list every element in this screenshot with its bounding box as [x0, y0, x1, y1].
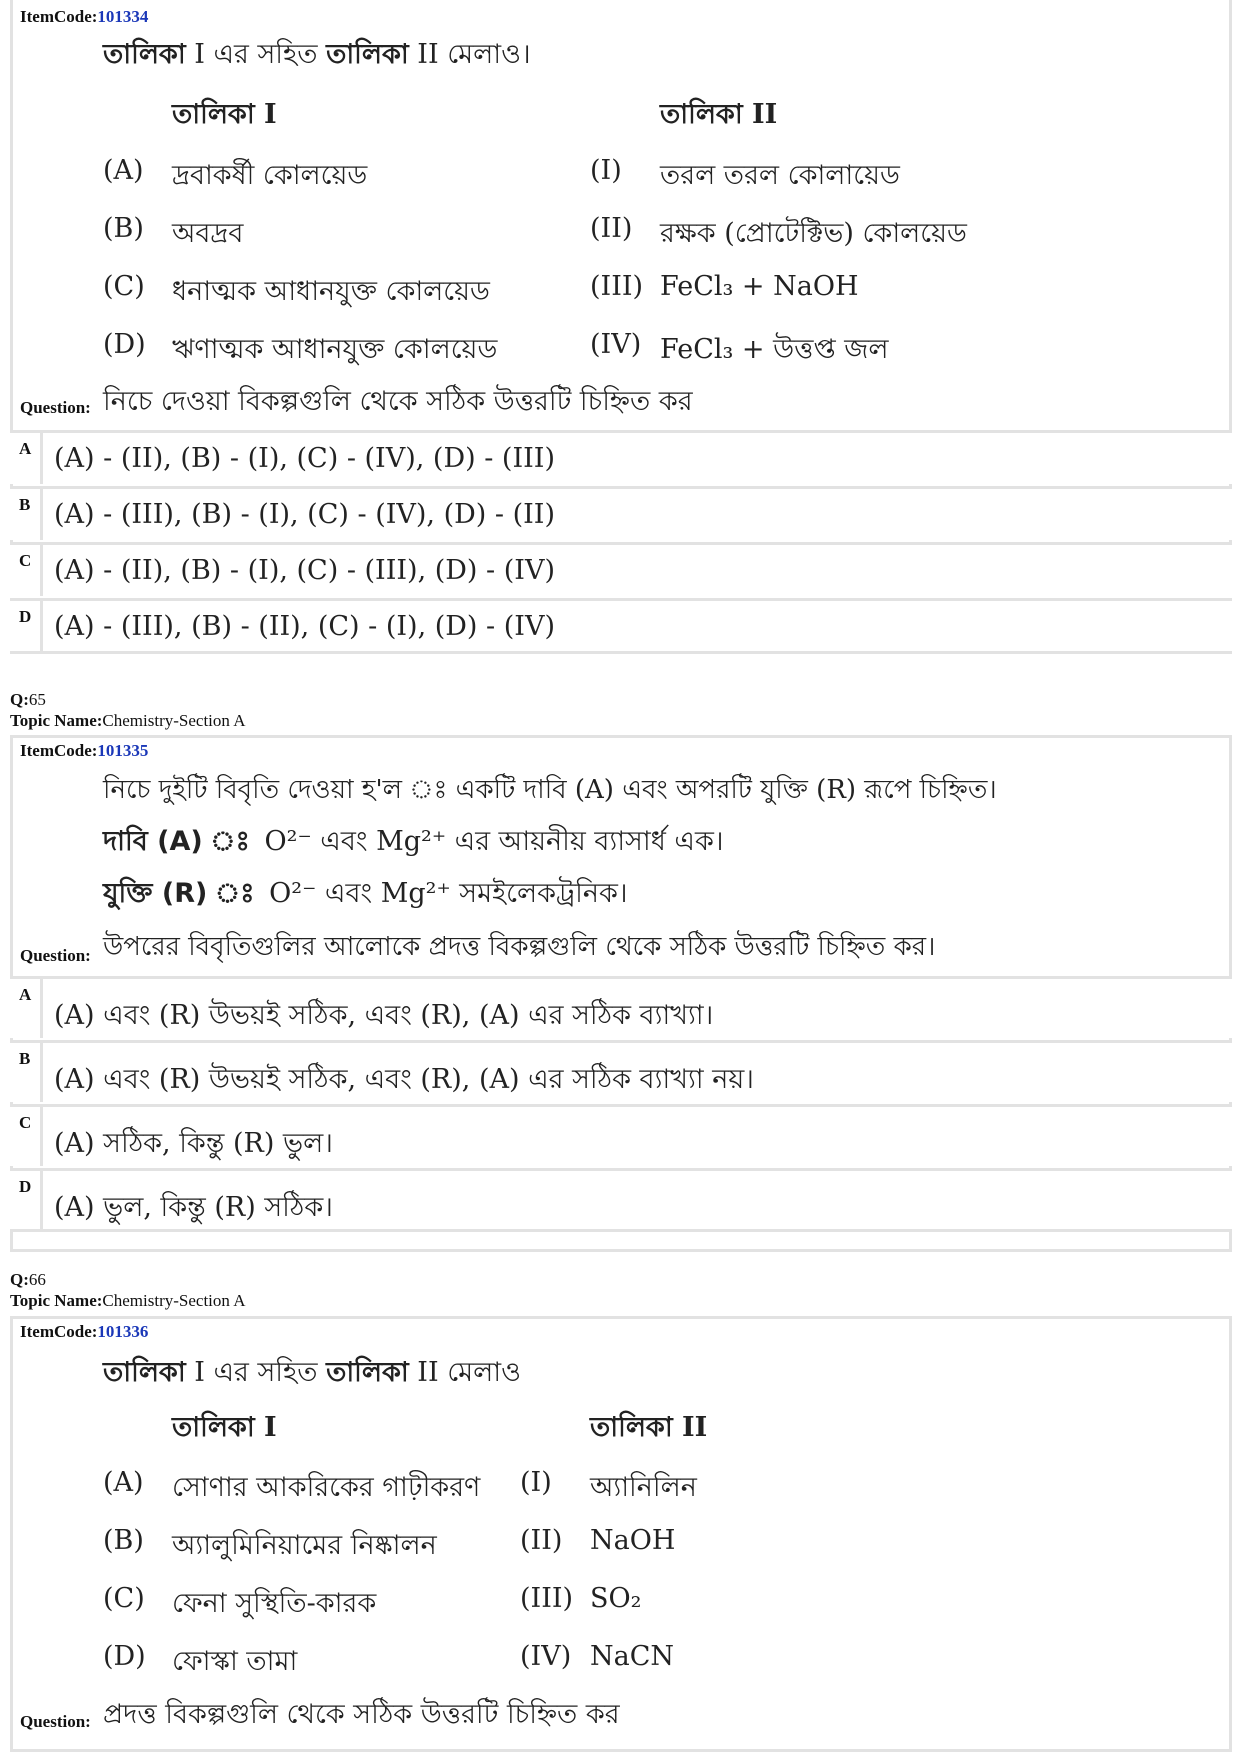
question-text: প্রদত্ত বিকল্পগুলি থেকে সঠিক উত্তরটি চিহ্নিত কর: [103, 1699, 620, 1730]
item-code-value: 101335: [97, 741, 149, 760]
option-a[interactable]: [10, 976, 1232, 1038]
list1-key: (C): [103, 271, 145, 302]
list2-item: তরল তরল কোলায়েড: [660, 160, 900, 191]
list2-key: (II): [590, 213, 633, 244]
option-a[interactable]: [10, 430, 1232, 484]
list2-key: (IV): [590, 329, 642, 360]
item-code-label: ItemCode:: [20, 7, 98, 26]
option-c[interactable]: [10, 1104, 1232, 1166]
option-text: (A) এবং (R) উভয়ই সঠিক, এবং (R), (A) এর সঠিক ব্যাখ্যা।: [54, 1000, 714, 1031]
list1-key: (B): [103, 1525, 144, 1556]
option-b[interactable]: [10, 1040, 1232, 1102]
option-letter: A: [19, 985, 32, 1004]
option-text: (A) সঠিক, কিন্তু (R) ভুল।: [54, 1128, 333, 1159]
list1-header: তালিকা I: [172, 1412, 277, 1443]
statement-intro: নিচে দুইটি বিবৃতি দেওয়া হ'ল ঃ একটি দাবি (A) এবং অপরটি যুক্তি (R) রূপে চিহ্নিত।: [103, 775, 997, 805]
assertion-row: [103, 821, 724, 866]
list1-key: (A): [103, 155, 144, 186]
list2-item: রক্ষক (প্রোটেক্টিভ) কোলয়েড: [660, 218, 967, 249]
question-label: Question:: [20, 946, 91, 965]
list2-item: অ্যানিলিন: [590, 1472, 697, 1503]
list1-item: দ্রবাকর্ষী কোলয়েড: [172, 160, 368, 191]
item-code-row: [20, 7, 148, 27]
option-letter: C: [19, 551, 32, 570]
question-number: Q:66: [10, 1270, 46, 1289]
item-code-row: [20, 741, 148, 761]
instruction-text: I এর সহিত: [185, 1357, 327, 1388]
option-text: (A) - (III), (B) - (II), (C) - (I), (D) - (IV): [54, 611, 555, 642]
topic-name: Topic Name:Chemistry-Section A: [10, 1291, 246, 1310]
list2-key: (IV): [520, 1641, 572, 1672]
option-text: (A) এবং (R) উভয়ই সঠিক, এবং (R), (A) এর সঠিক ব্যাখ্যা নয়।: [54, 1064, 754, 1095]
option-d[interactable]: [10, 598, 1232, 654]
list1-header: তালিকা I: [172, 99, 277, 130]
option-divider: [40, 1043, 43, 1102]
list2-header: তালিকা II: [660, 99, 778, 130]
option-text: (A) - (II), (B) - (I), (C) - (IV), (D) - (III): [54, 443, 555, 474]
list1-item: অ্যালুমিনিয়ামের নিষ্কালন: [172, 1530, 437, 1561]
instruction-text: II মেলাও: [408, 1357, 521, 1388]
question-text: নিচে দেওয়া বিকল্পগুলি থেকে সঠিক উত্তরটি চিহ্নিত কর: [103, 386, 693, 417]
instruction-text: I এর সহিত: [185, 39, 327, 70]
list2-header: তালিকা II: [590, 1412, 708, 1443]
option-letter: C: [19, 1113, 32, 1132]
option-text: (A) - (II), (B) - (I), (C) - (III), (D) - (IV): [54, 555, 555, 586]
reason-row: [103, 873, 628, 918]
list1-key: (D): [103, 1641, 146, 1672]
list2-item: FeCl₃ + NaOH: [660, 271, 859, 302]
list2-item: SO₂: [590, 1583, 642, 1614]
instruction-text: II মেলাও।: [408, 39, 531, 70]
assertion-text: O²⁻ এবং Mg²⁺ এর আয়নীয় ব্যাসার্ধ এক।: [264, 826, 724, 857]
item-code-label: ItemCode:: [20, 741, 98, 760]
topic-name: Topic Name:Chemistry-Section A: [10, 711, 246, 730]
question-label: Question:: [20, 398, 91, 417]
list1-item: ধনাত্মক আধানযুক্ত কোলয়েড: [172, 276, 490, 307]
match-instruction: [103, 34, 531, 79]
list1-key: (A): [103, 1467, 144, 1498]
question-text: উপরের বিবৃতিগুলির আলোকে প্রদত্ত বিকল্পগুলি থেকে সঠিক উত্তরটি চিহ্নিত কর।: [103, 932, 936, 962]
instruction-bold: তালিকা: [103, 1357, 186, 1388]
match-instruction: [103, 1352, 521, 1397]
question-label: Question:: [20, 1712, 91, 1731]
option-b[interactable]: [10, 486, 1232, 540]
item-code-label: ItemCode:: [20, 1322, 98, 1341]
list2-item: NaCN: [590, 1641, 675, 1672]
list2-key: (II): [520, 1525, 563, 1556]
option-letter: B: [19, 495, 31, 514]
option-divider: [40, 979, 43, 1038]
option-c[interactable]: [10, 542, 1232, 596]
instruction-bold: তালিকা: [103, 39, 186, 70]
option-d[interactable]: [10, 1168, 1232, 1232]
item-code-value: 101334: [97, 7, 149, 26]
list2-key: (III): [520, 1583, 574, 1614]
option-divider: [40, 1171, 43, 1229]
list2-key: (I): [520, 1467, 552, 1498]
option-letter: B: [19, 1049, 31, 1068]
list2-key: (I): [590, 155, 622, 186]
instruction-bold: তালিকা: [326, 39, 409, 70]
list2-item: FeCl₃ + উত্তপ্ত জল: [660, 334, 889, 365]
item-code-value: 101336: [97, 1322, 149, 1341]
option-divider: [40, 433, 43, 484]
question-number: Q:65: [10, 690, 46, 709]
option-text: (A) ভুল, কিন্তু (R) সঠিক।: [54, 1192, 333, 1223]
option-divider: [40, 545, 43, 596]
list1-item: অবদ্রব: [172, 218, 244, 249]
option-letter: D: [19, 1177, 32, 1196]
option-letter: A: [19, 439, 32, 458]
assertion-label: দাবি (A) ঃ: [103, 826, 250, 857]
option-divider: [40, 489, 43, 540]
list1-item: ফেনা সুস্থিতি-কারক: [172, 1588, 377, 1619]
list2-key: (III): [590, 271, 644, 302]
item-code-row: [20, 1322, 148, 1342]
list1-key: (B): [103, 213, 144, 244]
list1-key: (C): [103, 1583, 145, 1614]
option-text: (A) - (III), (B) - (I), (C) - (IV), (D) - (II): [54, 499, 555, 530]
option-divider: [40, 1107, 43, 1166]
option-letter: D: [19, 607, 32, 626]
list2-item: NaOH: [590, 1525, 676, 1556]
list1-item: সোণার আকরিকের গাঢ়ীকরণ: [172, 1472, 481, 1503]
list1-key: (D): [103, 329, 146, 360]
list1-item: ফোস্কা তামা: [172, 1646, 298, 1677]
instruction-bold: তালিকা: [326, 1357, 409, 1388]
reason-label: যুক্তি (R) ঃ: [103, 878, 255, 909]
list1-item: ঋণাত্মক আধানযুক্ত কোলয়েড: [172, 334, 498, 365]
option-divider: [40, 601, 43, 651]
reason-text: O²⁻ এবং Mg²⁺ সমইলেকট্রনিক।: [269, 878, 628, 909]
